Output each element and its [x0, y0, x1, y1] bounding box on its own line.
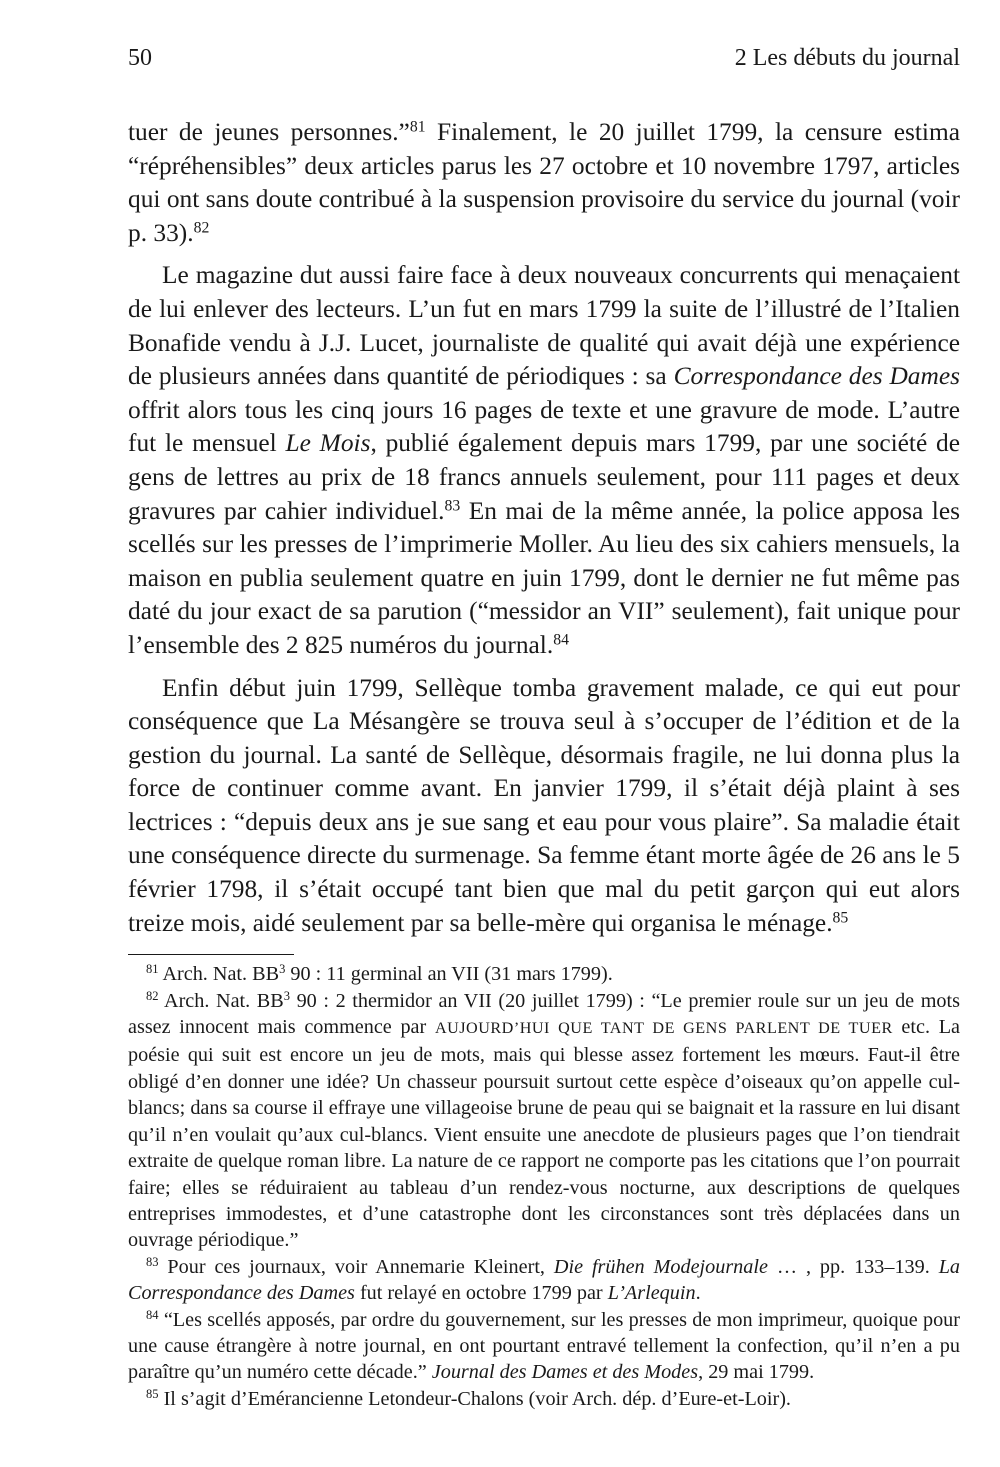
footnote-text: Il s’agit d’Emérancienne Letondeur-Chalons (voir Arch. dép. d’Eure-et-Loir).	[158, 1387, 791, 1410]
paragraph-text: Finalement, le 20 juillet 1799, la censure estima “répréhensibles” deux articles parus les 27 octobre et 10 novembre 1797, articles qui ont sans doute contribué à la suspension provisoire du service du journal (voir p. 33).	[128, 118, 960, 247]
page-number: 50	[128, 45, 152, 71]
superscript: 3	[283, 988, 290, 1003]
footnote-text: fut relayé en octobre 1799 par	[354, 1282, 608, 1305]
title-italic: Die frühen Modejournale	[553, 1255, 768, 1278]
chapter-title: 2 Les débuts du journal	[734, 45, 960, 71]
footnote-text: … , pp. 133–139.	[767, 1255, 939, 1278]
footnote-83	[128, 1254, 960, 1307]
title-italic: L’Arlequin	[607, 1282, 696, 1305]
footnote-text: , 29 mai 1799.	[698, 1361, 815, 1384]
footnote-85	[128, 1386, 960, 1412]
footnote-number: 83	[146, 1254, 159, 1269]
footnote-82	[128, 988, 960, 1254]
paragraph-text: Enfin début juin 1799, Sellèque tomba gravement malade, ce qui eut pour conséquence que La Mésangère se trouva seul à s’occuper de l’édition et de la gestion du journal. La santé de Sellèque, désormais fragile, ne lui donna plus la force de continuer comme avant. En janvier 1799, il s’était déjà plaint à ses lectrices : “depuis deux ans je sue sang et eau pour vous plaire”. Sa maladie était une conséquence directe du surmenage. Sa femme étant morte âgée de 26 ans le 5 février 1798, il s’était occupé tant bien que mal du petit garçon qui eut alors treize mois, aidé seulement par sa belle-mère qui organisa le ménage.	[128, 673, 960, 937]
footnote-ref-84: 84	[553, 631, 569, 649]
footnote-ref-81: 81	[409, 118, 426, 136]
small-caps-quote: AUJOURD’HUI QUE TANT DE GENS PARLENT DE TUER	[434, 1020, 893, 1038]
title-italic: Journal des Dames et des Modes	[431, 1361, 699, 1384]
footnote-84	[128, 1307, 960, 1386]
footnote-divider	[128, 954, 294, 955]
footnote-text: Arch. Nat. BB	[158, 989, 284, 1012]
footnote-number: 85	[146, 1386, 159, 1401]
footnote-ref-85: 85	[832, 909, 849, 926]
footnote-text: 90 : 11 germinal an VII (31 mars 1799).	[285, 963, 613, 986]
footnote-ref-83: 83	[444, 496, 461, 514]
footnote-text: etc. La poésie qui suit est encore un jeu de mots, mais qui blesse assez fortement les mœurs. Faut-il être obligé d’en donner une idée? Un chasseur poursuit surtout cette espèce d’oiseaux qu’on appelle cul-blancs; dans sa course il effraye une villageoise brune de peau qui se baignait et la rassure en lui disant qu’il n’en voulait qu’aux cul-blancs. Vient ensuite une anecdote de plusieurs pages que l’on tiendrait extraite de quelque roman libre. La nature de ce rapport ne comporte pas les citations que l’on pourrait faire; elles se réduiraient au tableau d’un rendez-vous nocturne, aux descriptions de quelques entreprises immodestes, et d’une catastrophe dont les circonstances sont très déplacées dans un ouvrage périodique.”	[128, 1016, 960, 1252]
footnote-number: 84	[146, 1307, 159, 1322]
footnote-81	[128, 961, 960, 987]
body-text	[128, 116, 960, 940]
footnote-text: Pour ces journaux, voir Annemarie Kleinert,	[158, 1255, 554, 1278]
paragraph-2	[128, 259, 960, 662]
title-italic: La Correspondance des Dames	[128, 1255, 961, 1305]
footnote-number: 81	[146, 962, 159, 977]
footnotes	[128, 961, 960, 1412]
title-italic: Correspondance des Dames	[673, 362, 960, 391]
footnote-text: .	[695, 1282, 701, 1305]
paragraph-3	[128, 672, 960, 941]
footnote-number: 82	[146, 988, 159, 1003]
book-page	[128, 40, 960, 1412]
paragraph-1	[128, 116, 960, 250]
footnote-text: “Les scellés apposés, par ordre du gouvernement, sur les presses de mon imprimeur, quoique pour une cause étrangère à notre journal, en ont pourtant entravé tellement la confection, qu’il n’en a pu paraître qu’un numéro cette décade.”	[128, 1308, 960, 1384]
paragraph-text: Le magazine dut aussi faire face à deux nouveaux concurrents qui menaçaient de lui enlever des lecteurs. L’un fut en mars 1799 la suite de l’illustré de l’Italien Bonafide vendu à J.J. Lucet, journaliste de qualité qui avait déjà une expérience de plusieurs années dans quantité de périodiques : sa	[128, 261, 960, 391]
paragraph-text: , publié également depuis mars 1799, par une société de gens de lettres au prix de 18 francs annuels seulement, pour 111 pages et deux gravures par cahier individuel.	[128, 429, 960, 525]
superscript: 3	[279, 962, 286, 977]
footnote-text: 90 : 2 thermidor an VII (20 juillet 1799) : “Le premier roule sur un jeu de mots assez innocent mais commence par	[128, 989, 960, 1039]
footnote-text: Arch. Nat. BB	[158, 963, 280, 986]
paragraph-text: offrit alors tous les cinq jours 16 pages de texte et une gravure de mode. L’autre fut le mensuel	[128, 395, 960, 458]
title-italic: Le Mois	[285, 429, 371, 458]
paragraph-text: En mai de la même année, la police apposa les scellés sur les presses de l’imprimerie Moller. Au lieu des six cahiers mensuels, la maison en publia seulement quatre en juin 1799, dont le dernier ne fut même pas daté du jour exact de sa parution (“messidor an VII” seulement), fait unique pour l’ensemble des 2 825 numéros du journal.	[128, 496, 960, 659]
paragraph-text: tuer de jeunes personnes.”	[128, 118, 410, 146]
footnote-ref-82: 82	[193, 219, 210, 237]
running-head	[128, 40, 960, 76]
